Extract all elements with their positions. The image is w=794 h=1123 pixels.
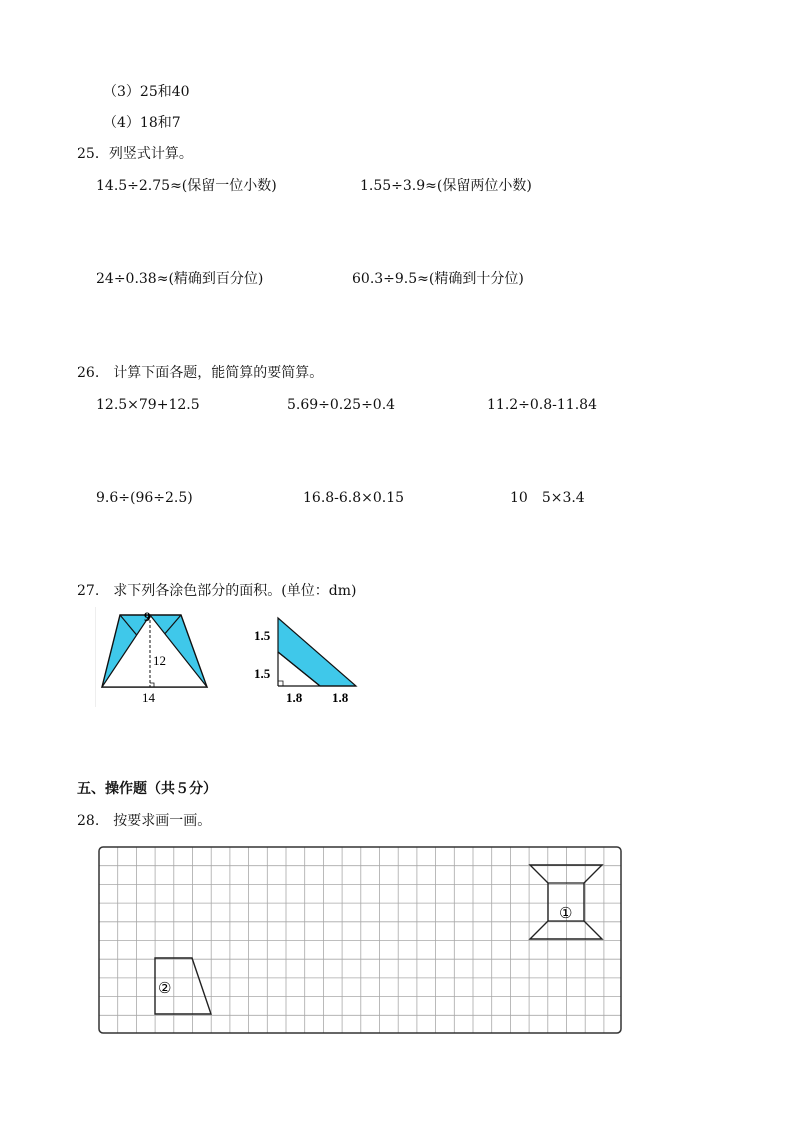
q26-problem-3: 11.2÷0.8-11.84 — [487, 397, 597, 413]
trapezoid-figure — [95, 607, 225, 707]
label-height-12: 12 — [153, 653, 166, 668]
q25-problem-3: 24÷0.38≈(精确到百分位) — [96, 271, 264, 287]
q28-title: 28. 按要求画一画。 — [77, 813, 212, 829]
grid-figure — [97, 845, 625, 1035]
q26-problem-4: 9.6÷(96÷2.5) — [96, 490, 193, 506]
shape-2-label: ② — [158, 981, 172, 997]
shape-1 — [530, 865, 602, 939]
q25-problem-2: 1.55÷3.9≈(保留两位小数) — [360, 178, 532, 194]
q25-problem-4: 60.3÷9.5≈(精确到十分位) — [352, 271, 524, 287]
grid-lines — [99, 847, 621, 1033]
q24-item-4: （4）18和7 — [103, 115, 181, 131]
q26-problem-2: 5.69÷0.25÷0.4 — [287, 397, 396, 413]
grid-border — [99, 847, 621, 1033]
q27-title: 27. 求下列各涂色部分的面积。(单位：dm) — [77, 583, 357, 599]
q26-problem-1: 12.5×79+12.5 — [96, 397, 200, 413]
label-bottom-14: 14 — [142, 690, 155, 705]
shaded-strip — [278, 618, 356, 686]
q25-title: 25．列竖式计算。 — [77, 146, 193, 162]
right-triangle-figure — [250, 612, 365, 707]
section-5-title: 五、操作题（共５分） — [77, 781, 217, 797]
q26-title: 26. 计算下面各题，能简算的要简算。 — [77, 365, 324, 381]
label-top-9: 9 — [144, 609, 151, 624]
label-left-upper: 1.5 — [254, 628, 271, 643]
q25-problem-1: 14.5÷2.75≈(保留一位小数) — [96, 178, 277, 194]
label-left-lower: 1.5 — [254, 666, 271, 681]
label-bottom-right: 1.8 — [332, 690, 349, 705]
right-angle-mark — [278, 681, 283, 686]
label-bottom-left: 1.8 — [286, 690, 303, 705]
q26-problem-6: 10 5×3.4 — [510, 490, 585, 506]
q24-item-3: （3）25和40 — [103, 84, 190, 100]
shape-1-label: ① — [559, 906, 573, 922]
q26-problem-5: 16.8-6.8×0.15 — [303, 490, 405, 506]
